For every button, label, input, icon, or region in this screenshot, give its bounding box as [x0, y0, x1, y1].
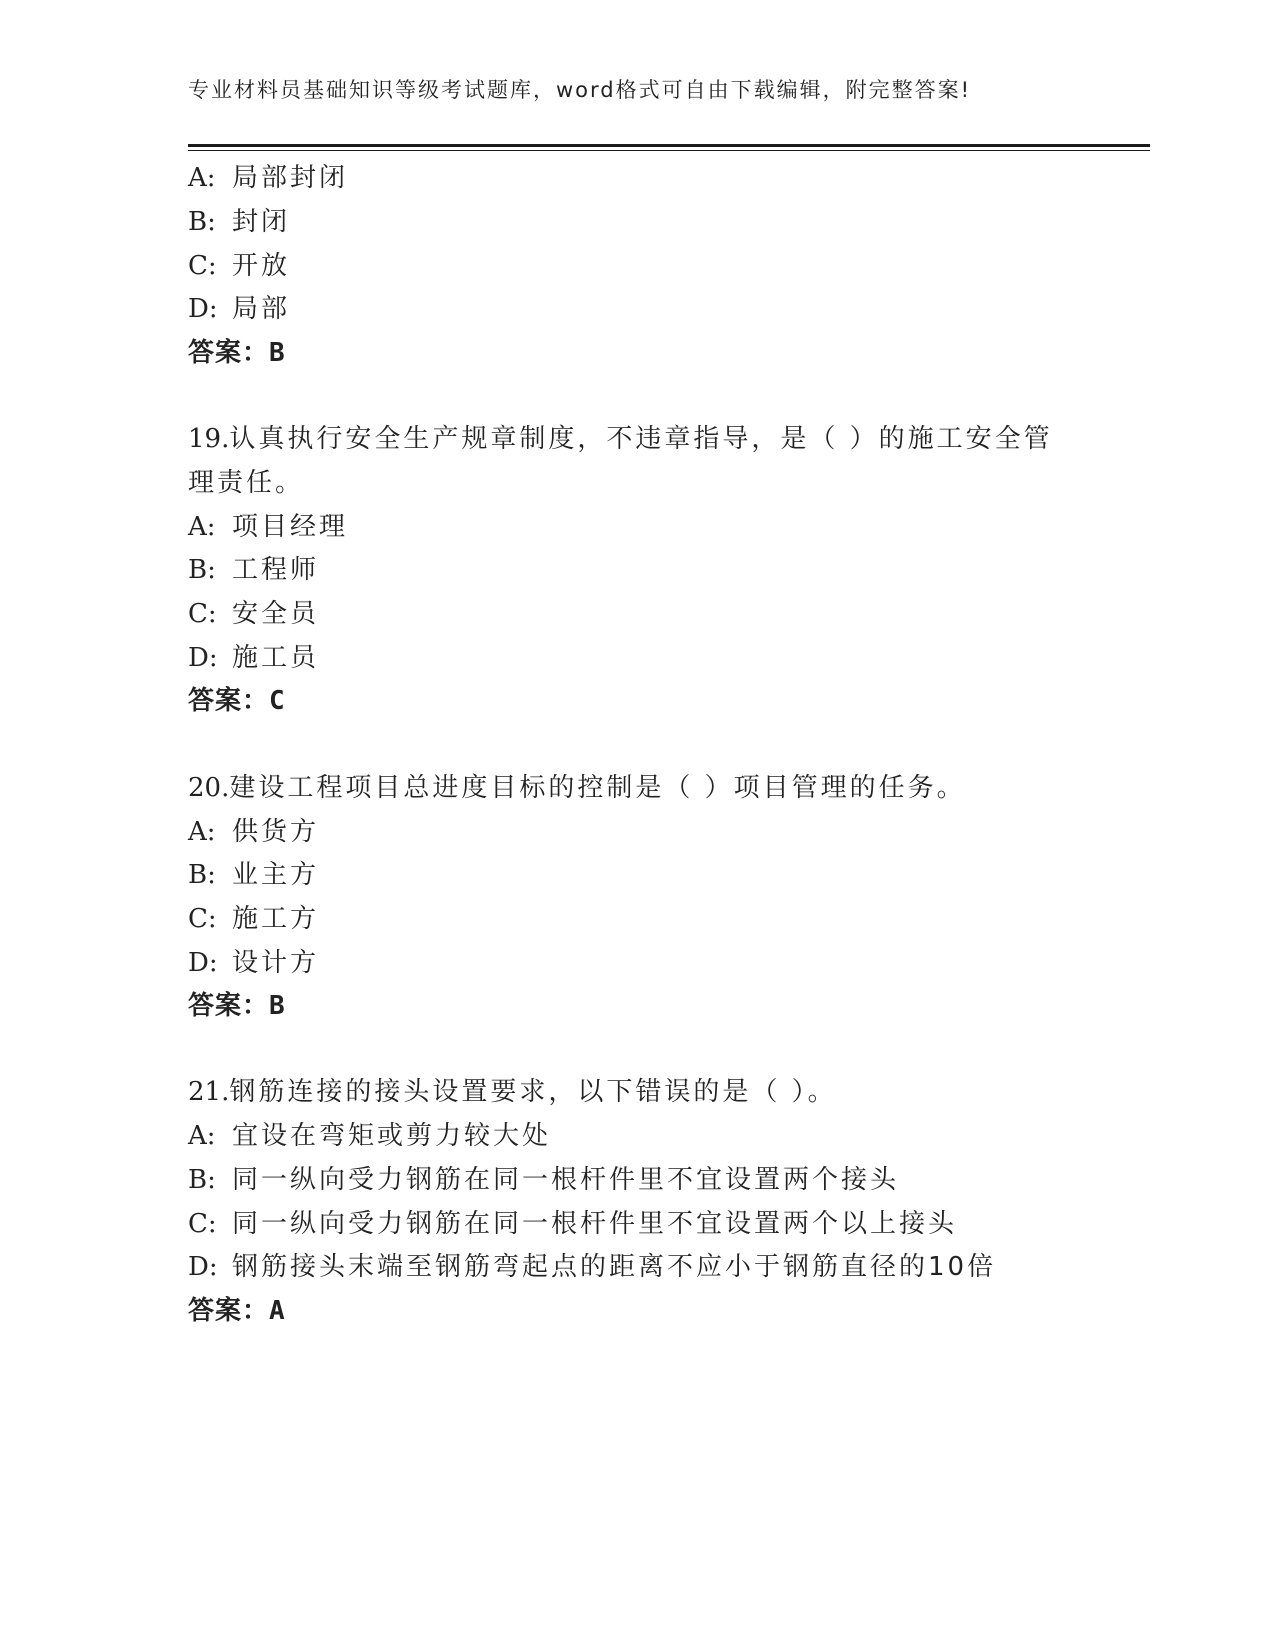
option-letter: C: — [188, 1209, 217, 1239]
q19-stem-line2: 理责任。 — [188, 468, 305, 498]
q19-stem-line1 — [188, 424, 1053, 454]
q20-option-b — [188, 860, 319, 890]
q21-option-d — [188, 1252, 996, 1282]
option-letter: A: — [188, 512, 216, 542]
answer-label: 答案： — [188, 686, 270, 716]
option-text: 工程师 — [232, 555, 320, 585]
option-text: 业主方 — [232, 860, 320, 890]
option-letter: B: — [188, 1165, 216, 1195]
option-text: 施工方 — [232, 904, 320, 934]
option-letter: A: — [188, 163, 216, 193]
answer-label: 答案： — [188, 338, 270, 368]
option-text: 封闭 — [232, 207, 291, 237]
answer-value: A — [269, 1296, 285, 1326]
q19-option-b — [188, 555, 319, 585]
option-text: 宜设在弯矩或剪力较大处 — [232, 1121, 552, 1151]
q21-option-a — [188, 1121, 551, 1151]
q19-option-c — [188, 599, 319, 629]
question-stem: 建设工程项目总进度目标的控制是（ ）项目管理的任务。 — [229, 773, 966, 803]
option-text: 项目经理 — [232, 512, 349, 542]
question-stem: 钢筋连接的接头设置要求，以下错误的是（ ）。 — [229, 1077, 837, 1107]
q18-option-a — [188, 163, 348, 193]
q20-option-d — [188, 948, 319, 978]
header-rule-thick — [188, 144, 1150, 147]
q20-option-c — [188, 904, 319, 934]
q18-option-c — [188, 251, 290, 281]
q21-answer — [188, 1296, 285, 1326]
question-number: 20. — [188, 773, 230, 803]
option-text: 同一纵向受力钢筋在同一根杆件里不宜设置两个以上接头 — [232, 1209, 958, 1239]
option-letter: A: — [188, 817, 216, 847]
question-number: 19. — [188, 424, 230, 454]
answer-label: 答案： — [188, 1296, 270, 1326]
q18-answer — [188, 338, 285, 368]
answer-value: B — [269, 338, 285, 368]
option-text: 同一纵向受力钢筋在同一根杆件里不宜设置两个接头 — [232, 1165, 900, 1195]
answer-value: B — [269, 991, 285, 1021]
answer-value: C — [269, 686, 285, 716]
option-letter: D: — [188, 948, 218, 978]
option-text: 安全员 — [232, 599, 320, 629]
option-text: 钢筋接头末端至钢筋弯起点的距离不应小于钢筋直径的10倍 — [232, 1252, 997, 1282]
option-letter: D: — [188, 643, 218, 673]
page-header: 专业材料员基础知识等级考试题库，word格式可自由下载编辑，附完整答案! — [188, 78, 972, 102]
option-text: 局部 — [232, 294, 291, 324]
q20-option-a — [188, 817, 319, 847]
question-stem: 认真执行安全生产规章制度，不违章指导，是（ ）的施工安全管 — [229, 424, 1053, 454]
q18-option-d — [188, 294, 290, 324]
option-letter: B: — [188, 860, 216, 890]
q21-option-c — [188, 1209, 957, 1239]
option-letter: C: — [188, 251, 217, 281]
header-rule-thin — [188, 150, 1150, 151]
option-letter: B: — [188, 207, 216, 237]
q20-answer — [188, 991, 285, 1021]
option-letter: C: — [188, 599, 217, 629]
question-number: 21. — [188, 1077, 230, 1107]
option-letter: D: — [188, 1252, 218, 1282]
option-letter: D: — [188, 294, 218, 324]
answer-label: 答案： — [188, 991, 270, 1021]
option-text: 供货方 — [232, 817, 320, 847]
q18-option-b — [188, 207, 290, 237]
q19-option-a — [188, 512, 348, 542]
option-letter: C: — [188, 904, 217, 934]
option-text: 施工员 — [232, 643, 320, 673]
option-letter: B: — [188, 555, 216, 585]
q19-option-d — [188, 643, 319, 673]
option-letter: A: — [188, 1121, 216, 1151]
option-text: 局部封闭 — [232, 163, 349, 193]
q19-answer — [188, 686, 285, 716]
q21-stem-line1 — [188, 1077, 837, 1107]
q21-option-b — [188, 1165, 899, 1195]
option-text: 开放 — [232, 251, 291, 281]
option-text: 设计方 — [232, 948, 320, 978]
q20-stem-line1 — [188, 773, 966, 803]
